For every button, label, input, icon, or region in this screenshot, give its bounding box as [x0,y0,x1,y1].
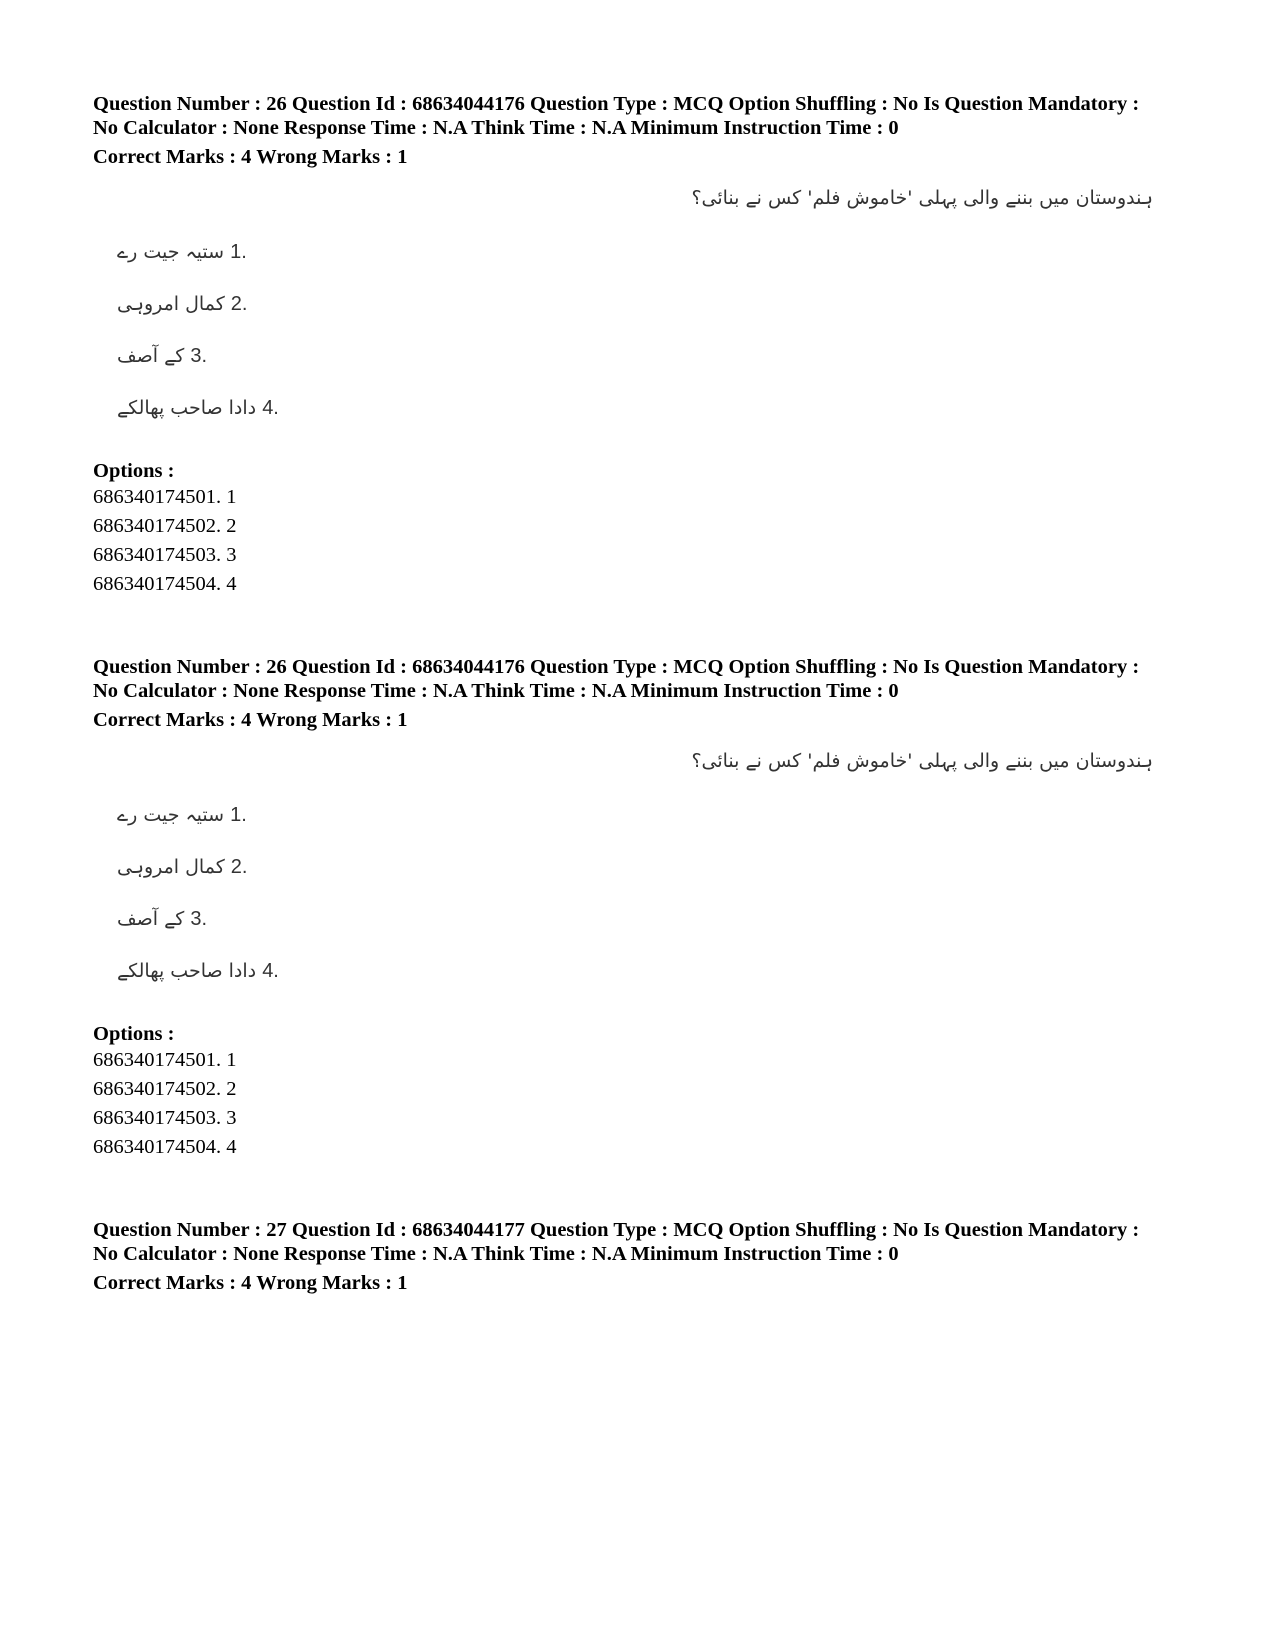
choice-text: دادا صاحب پھالکے [117,397,257,419]
question-block [93,92,1203,599]
option-row: 686340174501. 1 [93,1049,237,1071]
option-row: 686340174504. 4 [93,573,237,595]
choice-text: ستیہ جیت رے [117,804,225,826]
marks-line: Correct Marks : 4 Wrong Marks : 1 [93,1272,408,1294]
question-image [93,732,1203,1022]
marks-line: Correct Marks : 4 Wrong Marks : 1 [93,146,408,168]
choice-item [117,960,279,983]
choice-number: 3. [190,345,208,367]
options-label: Options : [93,460,175,482]
option-row: 686340174503. 3 [93,1107,237,1129]
question-header-line: Question Number : 26 Question Id : 68634044176 Question Type : MCQ Option Shuffling : No Is Question Mandatory : [93,93,1140,115]
choice-item [117,908,207,931]
option-row: 686340174502. 2 [93,515,237,537]
choice-item [117,397,279,420]
question-header-line: Question Number : 26 Question Id : 68634044176 Question Type : MCQ Option Shuffling : No Is Question Mandatory : [93,656,1140,678]
option-row: 686340174502. 2 [93,1078,237,1100]
choice-number: 4. [262,960,279,982]
question-header-line: No Calculator : None Response Time : N.A Think Time : N.A Minimum Instruction Time : 0 [93,117,899,139]
choice-number: 3. [190,908,208,930]
choice-text: کے آصف [117,908,185,930]
choice-text: کمال امروہی [117,856,225,878]
marks-line: Correct Marks : 4 Wrong Marks : 1 [93,709,408,731]
option-row: 686340174503. 3 [93,544,237,566]
choice-item [117,856,247,879]
choice-number: 1. [230,241,247,263]
question-header-line: No Calculator : None Response Time : N.A Think Time : N.A Minimum Instruction Time : 0 [93,680,899,702]
question-block [93,655,1203,1162]
question-text: ہندوستان میں بننے والی پہلی 'خاموش فلم' کس نے بنائی؟ [691,187,1153,209]
question-header-line: No Calculator : None Response Time : N.A Think Time : N.A Minimum Instruction Time : 0 [93,1243,899,1265]
choice-number: 1. [230,804,247,826]
choice-item [117,345,207,368]
choice-number: 2. [230,293,248,315]
option-row: 686340174501. 1 [93,486,237,508]
choice-item [117,293,247,316]
choice-text: کمال امروہی [117,293,225,315]
question-header-line: Question Number : 27 Question Id : 68634044177 Question Type : MCQ Option Shuffling : No Is Question Mandatory : [93,1219,1140,1241]
question-block [93,1218,1203,1295]
choice-number: 2. [230,856,248,878]
choice-text: کے آصف [117,345,185,367]
choice-number: 4. [262,397,279,419]
choice-item [117,804,247,827]
options-label: Options : [93,1023,175,1045]
question-text: ہندوستان میں بننے والی پہلی 'خاموش فلم' کس نے بنائی؟ [691,750,1153,772]
question-image [93,169,1203,459]
option-row: 686340174504. 4 [93,1136,237,1158]
choice-text: ستیہ جیت رے [117,241,225,263]
choice-text: دادا صاحب پھالکے [117,960,257,982]
choice-item [117,241,247,264]
